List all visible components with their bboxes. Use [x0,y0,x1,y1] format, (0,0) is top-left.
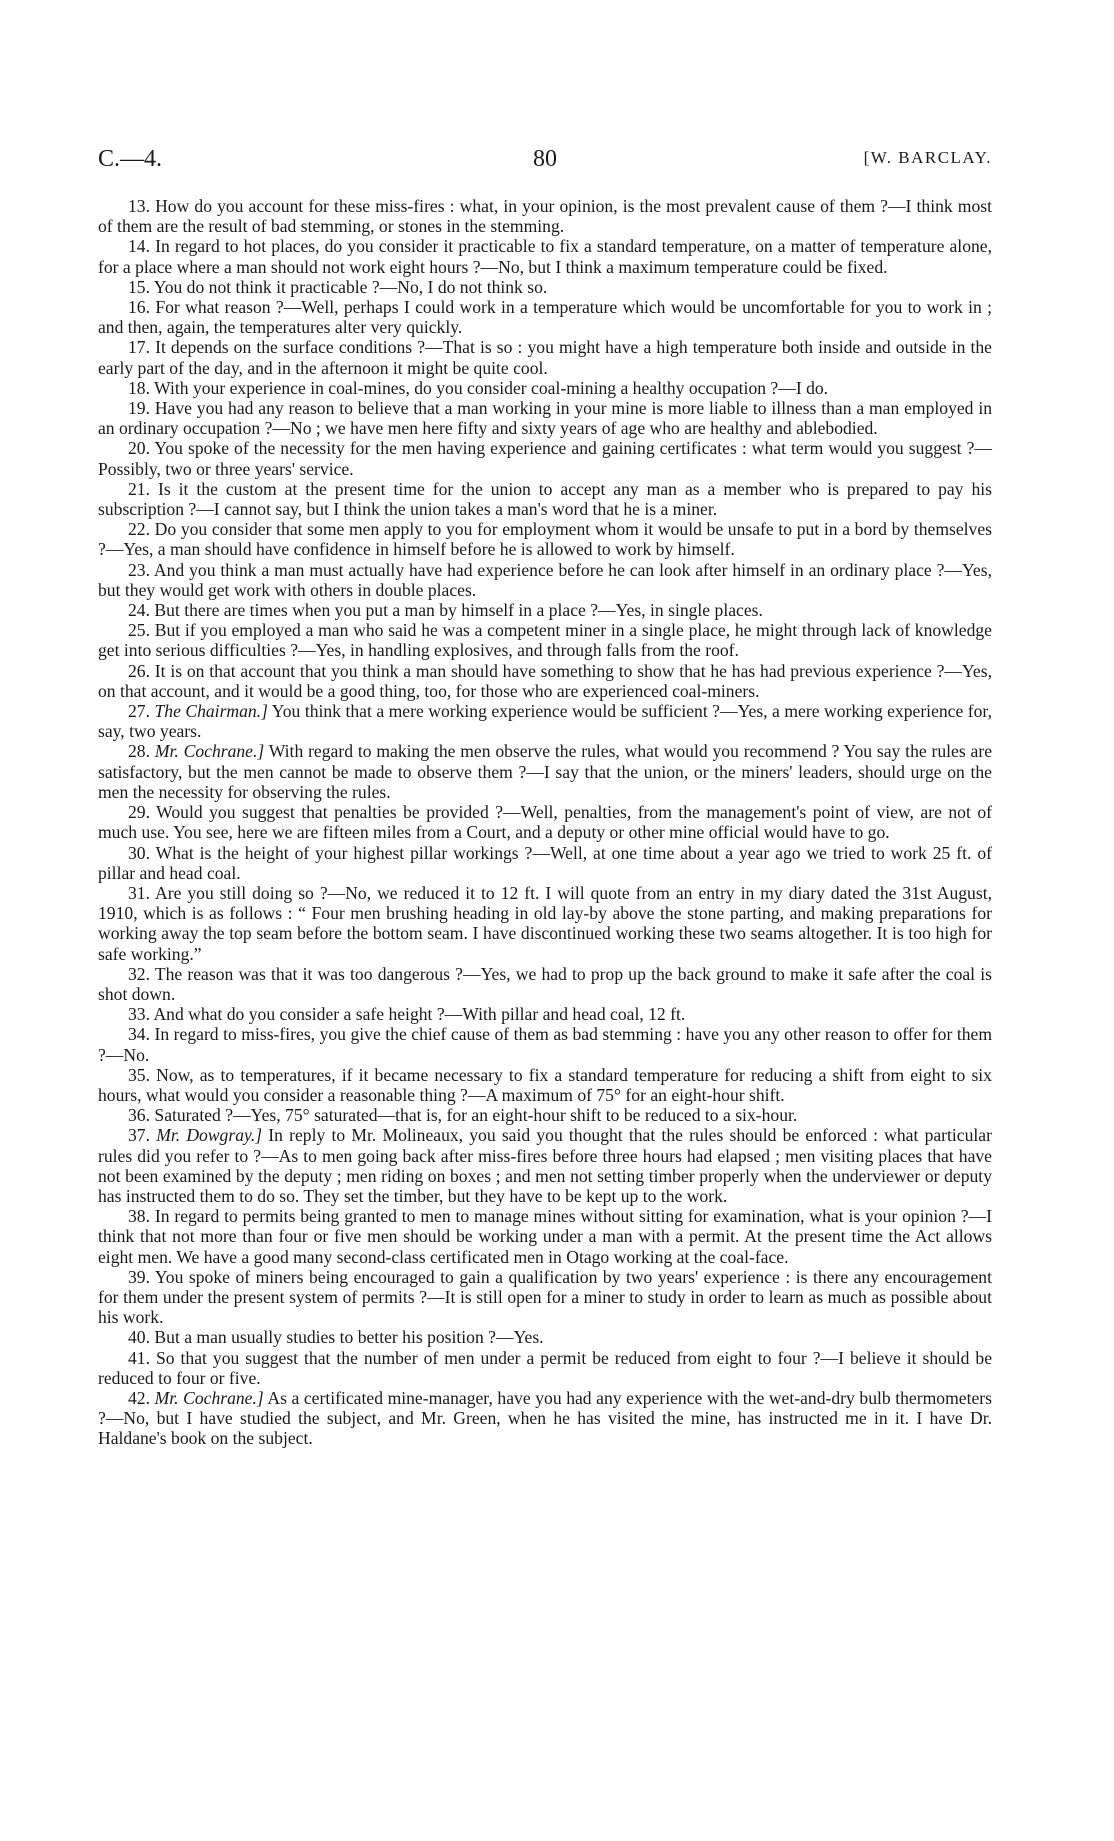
question-number: 14. [128,236,150,257]
question-paragraph [98,600,992,620]
speaker-name: Mr. Cochrane.] [154,741,265,762]
question-number: 37. [128,1125,150,1146]
evidence-text [98,196,992,1449]
page-number: 80 [533,146,557,172]
question-paragraph [98,297,992,337]
question-number: 24. [128,600,150,621]
question-answer-text: For what reason ?—Well, perhaps I could work in a temperature which would be uncomfortable for you to work in ; and then, again, the temperatures alter very quickly. [98,297,992,338]
question-number: 32. [128,963,150,984]
question-answer-text: Saturated ?—Yes, 75° saturated—that is, for an eight-hour shift to be reduced to a six-hour. [154,1105,798,1126]
question-number: 27. [128,701,150,722]
question-answer-text: But a man usually studies to better his position ?—Yes. [154,1327,544,1348]
question-paragraph [98,1206,992,1267]
question-answer-text: In regard to miss-fires, you give the chief cause of them as bad stemming : have you any other reason to offer for them ?—No. [98,1024,993,1065]
question-paragraph [98,196,992,236]
question-number: 21. [128,478,150,499]
question-number: 25. [128,620,150,641]
document-reference: C.—4. [98,146,163,172]
question-answer-text: Is it the custom at the present time for the union to accept any man as a member who is prepared to pay his subscription ?—I cannot say, but I think the union takes a man's word that he is a miner. [98,478,992,520]
question-paragraph [98,438,992,478]
question-paragraph [98,1024,992,1064]
question-number: 19. [128,398,150,419]
question-answer-text: Have you had any reason to believe that a man working in your mine is more liable to illness than a man employed in an ordinary occupation ?—No ; we have men here fifty and sixty years of age who are healthy and ablebodied. [98,398,992,439]
question-answer-text: With regard to making the men observe the rules, what would you recommend ? You say the rules are satisfactory, but the men cannot be made to observe them ?—I say that the union, or the miners' leaders, should urge on the men the necessity for observing the rules. [98,741,993,802]
speaker-name: The Chairman.] [154,701,268,722]
question-number: 33. [128,1004,150,1025]
question-paragraph [98,843,992,883]
question-answer-text: The reason was that it was too dangerous ?—Yes, we had to prop up the back ground to make it safe after the coal is shot down. [98,963,992,1004]
question-answer-text: So that you suggest that the number of men under a permit be reduced from eight to four ?—I believe it should be reduced to four or five. [98,1347,992,1388]
question-paragraph [98,236,992,276]
question-paragraph [98,479,992,519]
question-paragraph [98,1004,992,1024]
question-paragraph [98,802,992,842]
question-number: 20. [128,438,150,459]
question-paragraph [98,964,992,1004]
question-answer-text: With your experience in coal-mines, do you consider coal-mining a healthy occupation ?—I do. [154,377,829,398]
question-answer-text: You spoke of the necessity for the men having experience and gaining certificates : what term would you suggest ?—Possibly, two or three years' service. [98,438,992,479]
question-answer-text: But if you employed a man who said he was a competent miner in a single place, he might through lack of knowledge get into serious difficulties ?—Yes, in handling explosives, and through falls from the roof. [98,620,992,661]
question-answer-text: Now, as to temperatures, if it became necessary to fix a standard temperature for reducing a shift from eight to six hours, what would you consider a reasonable thing ?—A maximum of 75° for an eight-hour shift. [98,1064,992,1105]
question-paragraph [98,1388,992,1449]
question-paragraph [98,277,992,297]
question-paragraph [98,883,992,964]
witness-name: [W. BARCLAY. [863,148,992,167]
page-header [98,146,992,186]
question-number: 18. [128,377,150,398]
question-answer-text: You think that a mere working experience would be sufficient ?—Yes, a mere working experience for, say, two years. [98,701,992,742]
question-answer-text: As a certificated mine-manager, have you had any experience with the wet-and-dry bulb thermometers ?—No, but I have studied the subject, and Mr. Green, when he has visited the mine, has instructed me in it. I have Dr. Haldane's book on the subject. [98,1387,992,1449]
question-number: 35. [128,1064,150,1085]
question-number: 22. [128,519,150,540]
speaker-name: Mr. Dowgray.] [156,1125,263,1146]
question-number: 40. [128,1327,150,1348]
question-paragraph [98,1065,992,1105]
question-paragraph [98,1125,992,1206]
question-number: 34. [128,1024,150,1045]
question-paragraph [98,701,992,741]
question-answer-text: How do you account for these miss-fires : what, in your opinion, is the most prevalent cause of them ?—I think most of them are the result of bad stemming, or stones in the stemming. [98,196,992,237]
question-answer-text: And you think a man must actually have had experience before he can look after himself in an ordinary place ?—Yes, but they would get work with others in double places. [98,559,992,600]
question-answer-text: But there are times when you put a man by himself in a place ?—Yes, in single places. [154,600,763,621]
question-number: 31. [128,882,150,903]
question-number: 26. [128,660,150,681]
question-number: 23. [128,559,150,580]
question-paragraph [98,620,992,660]
question-answer-text: In reply to Mr. Molineaux, you said you thought that the rules should be enforced : what particular rules did you refer to ?—As to men going back after miss-fires before three hours had elapsed ; men visiting places that have not been examined by the deputy ; men riding on boxes ; and men not setting timber properly when the underviewer or deputy has instructed them to do so. They set the timber, but they have to be kept up to the work. [98,1125,992,1206]
question-answer-text: Do you consider that some men apply to you for employment whom it would be unsafe to put in a bord by themselves ?—Yes, a man should have confidence in himself before he is allowed to work by himself. [98,519,992,560]
document-page [98,146,992,1449]
question-paragraph [98,661,992,701]
question-paragraph [98,1267,992,1328]
question-answer-text: Would you suggest that penalties be provided ?—Well, penalties, from the management's point of view, are not of much use. You see, here we are fifteen miles from a Court, and a deputy or other mine official would have to go. [98,802,992,843]
question-paragraph [98,741,992,802]
question-answer-text: You spoke of miners being encouraged to gain a qualification by two years' experience : is there any encouragement for them under the present system of permits ?—It is still open for a miner to study in order to learn as much as possible about his work. [98,1266,992,1328]
question-number: 38. [128,1206,150,1227]
speaker-name: Mr. Cochrane.] [154,1387,264,1408]
question-answer-text: It depends on the surface conditions ?—That is so : you might have a high temperature both inside and outside in the early part of the day, and in the afternoon it might be quite cool. [98,337,992,378]
question-number: 17. [128,337,150,358]
question-paragraph [98,1105,992,1125]
question-number: 30. [128,842,150,863]
question-number: 41. [128,1347,150,1368]
question-paragraph [98,398,992,438]
question-number: 42. [128,1387,150,1408]
question-number: 29. [128,802,150,823]
question-paragraph [98,519,992,559]
question-paragraph [98,1327,992,1347]
question-number: 16. [128,297,150,318]
question-number: 15. [128,276,150,297]
question-answer-text: In regard to permits being granted to men to manage mines without sitting for examination, what is your opinion ?—I think that not more than four or five men should be working under a man with a permit. At the present time the Act allows eight men. We have a good many second-class certificated men in Otago working at the coal-face. [98,1206,992,1267]
question-answer-text: Are you still doing so ?—No, we reduced it to 12 ft. I will quote from an entry in my diary dated the 31st August, 1910, which is as follows : “ Four men brushing heading in old lay-by above the stone parting, and making preparations for working away the top seam before the bottom seam. I have discontinued working these two seams altogether. It is too high for safe working.” [98,882,992,964]
question-number: 28. [128,741,150,762]
question-paragraph [98,1348,992,1388]
question-answer-text: And what do you consider a safe height ?—With pillar and head coal, 12 ft. [153,1004,686,1025]
question-answer-text: It is on that account that you think a man should have something to show that he has had previous experience ?—Yes, on that account, and it would be a good thing, too, for those who are experienced coal-miners. [98,660,992,701]
question-answer-text: You do not think it practicable ?—No, I do not think so. [153,276,548,297]
question-number: 13. [128,196,150,216]
question-paragraph [98,560,992,600]
question-paragraph [98,337,992,377]
question-number: 36. [128,1105,150,1126]
question-answer-text: In regard to hot places, do you consider it practicable to fix a standard temperature, on a matter of temperature alone, for a place where a man should not work eight hours ?—No, but I think a maximum temperature could be fixed. [98,236,992,277]
question-paragraph [98,378,992,398]
question-number: 39. [128,1266,150,1287]
question-answer-text: What is the height of your highest pillar workings ?—Well, at one time about a year ago we tried to work 25 ft. of pillar and head coal. [98,842,992,883]
